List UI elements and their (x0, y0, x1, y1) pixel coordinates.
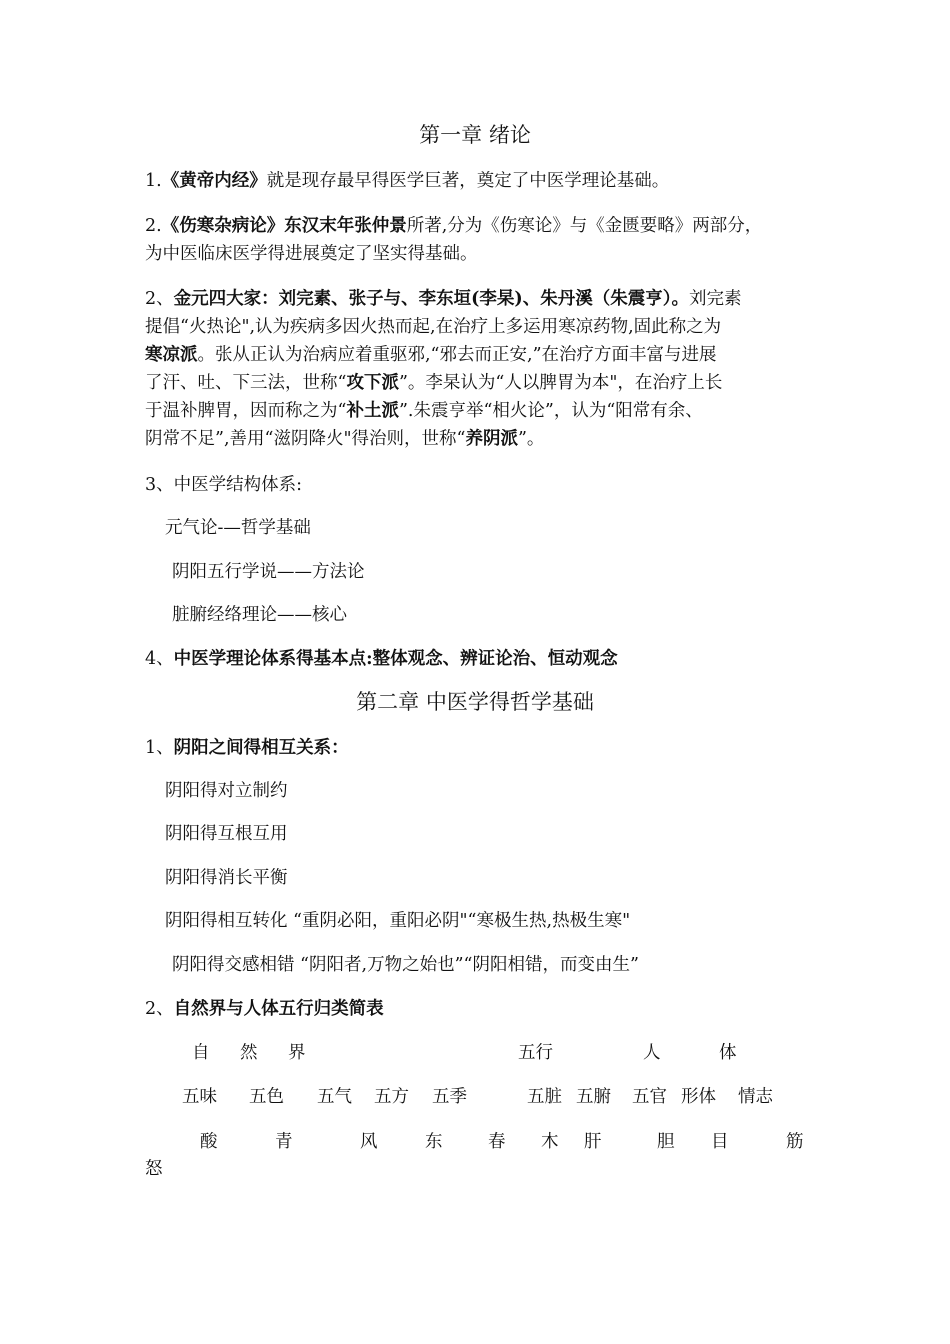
table-cell: 木 (541, 1132, 559, 1152)
table-cell: 目 (711, 1132, 729, 1152)
paragraph-3: 2、金元四大家：刘完素、张子与、李东垣(李杲)、朱丹溪（朱震亨）。刘完素 (145, 289, 742, 309)
yinyang-item-3: 阴阳得消长平衡 (165, 868, 288, 888)
section-heading-1: 1、阴阳之间得相互关系： (145, 738, 349, 758)
header-cell: 五方 (374, 1087, 409, 1107)
table-cell-wrap: 怒 (145, 1159, 163, 1179)
header-cell: 五气 (317, 1087, 352, 1107)
group-nature-char-1: 自 (192, 1043, 210, 1063)
header-cell: 情志 (738, 1087, 773, 1107)
group-nature-char-3: 界 (288, 1043, 306, 1063)
paragraph-3-line-3: 寒凉派。张从正认为治病应着重驱邪,“邪去而正安,”在治疗方面丰富与进展 (145, 345, 717, 365)
chapter-1-title: 第一章 绪论 (419, 123, 531, 147)
yinyang-item-4: 阴阳得相互转化 “重阴必阳，重阳必阴"“寒极生热,热极生寒" (165, 911, 631, 931)
header-cell: 五色 (249, 1087, 284, 1107)
table-cell: 胆 (657, 1132, 675, 1152)
table-cell: 酸 (200, 1132, 218, 1152)
paragraph-2-line-2: 为中医临床医学得进展奠定了坚实得基础。 (145, 244, 478, 264)
header-cell: 五味 (182, 1087, 217, 1107)
yinyang-item-5: 阴阳得交感相错 “阴阳者,万物之始也”“阴阳相错，而变由生” (172, 955, 639, 975)
group-human-char-1: 人 (643, 1043, 661, 1063)
structure-item-2: 阴阳五行学说——方法论 (172, 562, 365, 582)
header-cell: 五脏 (527, 1087, 562, 1107)
paragraph-5: 4、中医学理论体系得基本点:整体观念、辨证论治、恒动观念 (145, 649, 618, 669)
yinyang-item-1: 阴阳得对立制约 (165, 781, 288, 801)
header-cell: 五季 (432, 1087, 467, 1107)
paragraph-2: 2.《伤寒杂病论》东汉末年张仲景所著,分为《伤寒论》与《金匮要略》两部分， (145, 216, 763, 236)
paragraph-1: 1.《黄帝内经》就是现存最早得医学巨著，奠定了中医学理论基础。 (145, 171, 670, 191)
paragraph-3-line-5: 于温补脾胃，因而称之为“补土派”.朱震亨举“相火论”，认为“阳常有余、 (145, 401, 703, 421)
structure-item-1: 元气论-—哲学基础 (165, 518, 311, 538)
table-cell: 青 (275, 1132, 293, 1152)
paragraph-4: 3、中医学结构体系: (145, 475, 303, 495)
group-nature-char-2: 然 (240, 1043, 258, 1063)
table-cell: 春 (488, 1132, 506, 1152)
table-cell: 风 (360, 1132, 378, 1152)
table-cell: 肝 (584, 1132, 602, 1152)
header-cell: 形体 (681, 1087, 716, 1107)
table-cell: 东 (425, 1132, 443, 1152)
yinyang-item-2: 阴阳得互根互用 (165, 824, 288, 844)
paragraph-3-line-2: 提倡“火热论",认为疾病多因火热而起,在治疗上多运用寒凉药物,固此称之为 (145, 317, 722, 337)
paragraph-3-line-6: 阴常不足”,善用“滋阴降火"得治则，世称“养阴派”。 (145, 429, 545, 449)
chapter-2-title: 第二章 中医学得哲学基础 (356, 690, 594, 714)
structure-item-3: 脏腑经络理论——核心 (172, 605, 347, 625)
paragraph-3-line-4: 了汗、吐、下三法，世称“攻下派”。李杲认为“人以脾胃为本"，在治疗上长 (145, 373, 723, 393)
header-cell: 五官 (632, 1087, 667, 1107)
table-cell: 筋 (786, 1132, 804, 1152)
header-cell: 五腑 (576, 1087, 611, 1107)
group-human-char-2: 体 (719, 1043, 737, 1063)
group-wuxing: 五行 (518, 1043, 553, 1063)
section-heading-2: 2、自然界与人体五行归类简表 (145, 999, 384, 1019)
